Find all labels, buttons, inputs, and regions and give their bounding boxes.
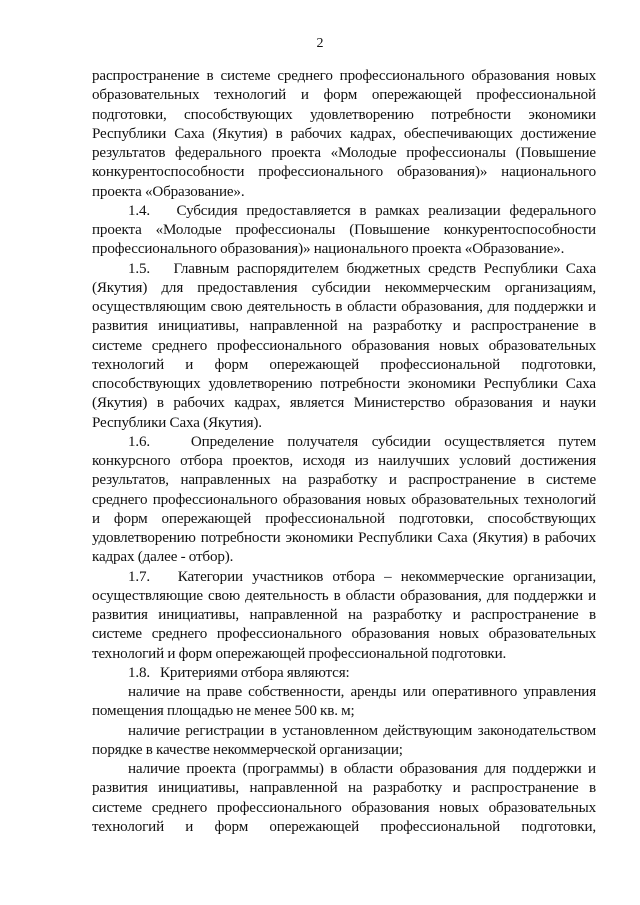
paragraph-continuation: распространение в системе среднего профессионального образования новых образовательных технологий и форм опережающей профессиональной подготовки, способствующих удовлетворению потребности экономики Республики Саха (Якутия) в рабочих кадрах, обеспечивающих достижение результатов федерального проекта «Молодые профессионалы (Повышение конкурентоспособности профессионального образования)» национального проекта «Образование». <box>92 68 596 200</box>
criterion-registration: наличие регистрации в установленном действующим законодательством порядке в качестве некоммерческой организации; <box>92 722 596 758</box>
criterion-premises: наличие на праве собственности, аренды или оперативного управления помещения площадью не менее 500 кв. м; <box>92 684 596 720</box>
paragraph-clause-1-7: 1.7. Категории участников отбора – некоммерческие организации, осуществляющие свою деятельность в области образования, для поддержки и развития инициативы, направленной на разработку и распространение в системе среднего профессионального образования новых образовательных технологий и форм опережающей профессиональной подготовки. <box>92 568 596 662</box>
criterion-project: наличие проекта (программы) в области образования для поддержки и развития инициативы, направленной на разработку и распространение в системе среднего профессионального образования новых образовательных технологий и форм опережающей профессиональной подготовки, <box>92 761 596 835</box>
paragraph-clause-1-5: 1.5. Главным распорядителем бюджетных средств Республики Саха (Якутия) для предоставления субсидии некоммерческим организациям, осуществляющим свою деятельность в области образования, для поддержки и развития инициативы, направленной на разработку и распространение в системе среднего профессионального образования новых образовательных технологий и форм опережающей профессиональной подготовки, способствующих удовлетворению потребности экономики Республики Саха (Якутия) в рабочих кадрах, является Министерство образования и науки Республики Саха (Якутия). <box>92 260 596 431</box>
paragraph-clause-1-4: 1.4. Субсидия предоставляется в рамках реализации федерального проекта «Молодые профессионалы (Повышение конкурентоспособности профессионального образования)» национального проекта «Образование». <box>92 202 596 258</box>
paragraph-clause-1-8: 1.8. Критериями отбора являются: <box>128 664 350 681</box>
paragraph-clause-1-6: 1.6. Определение получателя субсидии осуществляется путем конкурсного отбора проектов, исходя из наилучших условий достижения результатов, направленных на разработку и распространение в системе среднего профессионального образования новых образовательных технологий и форм опережающей профессиональной подготовки, способствующих удовлетворению потребности экономики Республики Саха (Якутия) в рабочих кадрах (далее - отбор). <box>92 433 596 566</box>
page-number: 2 <box>316 36 324 51</box>
document-body <box>92 67 596 837</box>
